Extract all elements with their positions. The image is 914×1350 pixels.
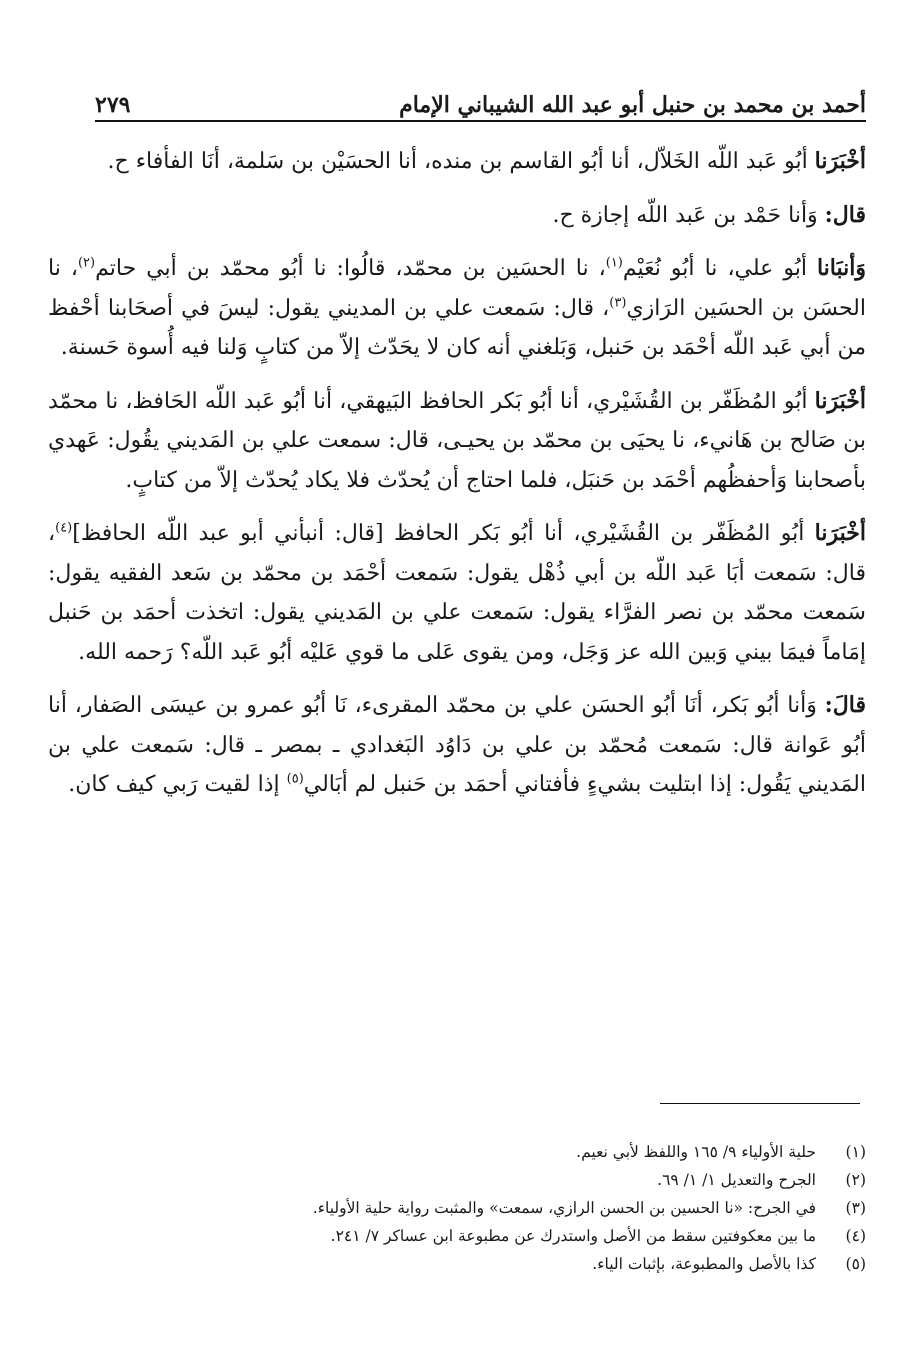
footnote-text: كذا بالأصل والمطبوعة، بإثبات الياء. xyxy=(592,1255,816,1273)
paragraph-text: وَأنا حَمْد بن عَبد اللّه إجازة ح. xyxy=(552,202,825,228)
footnote-ref[interactable]: (٣) xyxy=(609,295,627,311)
footnote xyxy=(48,1194,866,1222)
footnote xyxy=(48,1166,866,1194)
paragraph-1 xyxy=(48,142,866,182)
footnote-rule xyxy=(660,1103,860,1104)
footnotes xyxy=(48,1138,866,1278)
footnote-number: (٣) xyxy=(845,1199,866,1217)
paragraph-text: ، قال: سَمعت علي بن المديني يقول: ليسَ في أصحَابنا أحْفظ من أبي عَبد اللّه أحْمَد بن حَنبل، وَبَلغني أنه كان لا يحَدّث إلاّ من كتابٍ وَلنا فيه أُسوة حَسنة. xyxy=(48,295,866,360)
footnote xyxy=(48,1222,866,1250)
footnote-text: حلية الأولياء ٩/ ١٦٥ واللفظ لأبي نعيم. xyxy=(576,1143,816,1161)
footnote-ref[interactable]: (١) xyxy=(605,255,623,271)
footnote-text: ما بين معكوفتين سقط من الأصل واستدرك عن مطبوعة ابن عساكر ٧/ ٢٤١. xyxy=(330,1227,816,1245)
footnote xyxy=(48,1138,866,1166)
paragraph-lead: قالَ: xyxy=(824,692,866,718)
footnote xyxy=(48,1250,866,1278)
running-header xyxy=(95,82,866,116)
paragraph-lead: أخْبَرَنا xyxy=(814,520,866,546)
footnote-text: الجرح والتعديل ١/ ١/ ٦٩. xyxy=(657,1171,816,1189)
paragraph-text: إذا لقيت رَبي كيف كان. xyxy=(68,772,287,797)
paragraph-text: وَأنا أبُو بَكر، أنَا أبُو الحسَن علي بن محمّد المقرىء، نَا أبُو عمرو بن عيسَى الصَفار، أنا أبُو عَوانة قال: سَمعت مُحمّد بن علي بن دَاوُد البَغدادي ـ بمصر ـ قال: سَمعت علي بن المَديني يَقُول: إذا ابتليت بشيءٍ فأفتاني أحمَد بن حَنبل لم أبَالي xyxy=(48,693,866,797)
footnote-number: (٥) xyxy=(845,1255,866,1273)
paragraph-4 xyxy=(48,382,866,501)
paragraph-text: أبُو علي، نا أبُو نُعَيْم xyxy=(622,256,817,281)
paragraph-5 xyxy=(48,514,866,672)
paragraph-text: أبُو عَبد اللّه الخَلاّل، أنا أبُو القاسم بن منده، أنا الحسَيْن بن سَلمة، أنَا الفأفاء ح. xyxy=(107,149,815,174)
paragraph-text: ، قال: سَمعت أبَا عَبد اللّه بن أبي ذُهْل يقول: سَمعت أحْمَد بن محمّد بن سَعد الفقيه يقول: سَمعت محمّد بن نصر الفرَّاء يقول: سَمعت علي بن المَديني يقول: اتخذت أحمَد بن حَنبل إمَاماً فيمَا بيني وَبين الله عز وَجَل، ومن يقوى عَلى ما قوي عَليْه أبُو عَبد اللّه؟ رَحمه الله. xyxy=(48,521,866,665)
paragraph-2 xyxy=(48,196,866,236)
paragraph-text: ، نا الحسَن بن الحسَين الرَازي xyxy=(48,256,866,321)
paragraph-lead: أخْبَرَنا xyxy=(814,148,866,174)
page-number: ٢٧٩ xyxy=(95,92,131,118)
footnote-number: (١) xyxy=(845,1143,866,1161)
paragraph-text: أبُو المُظَفّر بن القُشَيْري، أنا أبُو بَكر الحافظ البَيهقي، أنا أبُو عَبد اللّه الحَافظ، نا محمّد بن صَالح بن هَانيء، نا يحيَى بن محمّد بن يحيـى، قال: سمعت علي بن المَديني يقُول: عَهدي بأصحابنا وَأحفظُهم أحْمَد بن حَنبَل، فلما احتاج أن يُحدّث فلا يكاد يُحدّث إلاّ من كتابٍ. xyxy=(48,388,866,493)
paragraph-lead: قال: xyxy=(824,201,866,228)
header-title: أحمد بن محمد بن حنبل أبو عبد الله الشيباني الإمام xyxy=(399,92,866,118)
paragraph-6 xyxy=(48,686,866,805)
footnote-text: في الجرح: «نا الحسين بن الحسن الرازي، سمعت» والمثبت رواية حلية الأولياء. xyxy=(312,1199,816,1217)
footnote-number: (٢) xyxy=(845,1171,866,1189)
footnote-ref[interactable]: (٥) xyxy=(286,771,304,787)
paragraph-3 xyxy=(48,249,866,368)
paragraph-lead: وَأنبَانا xyxy=(816,255,866,281)
footnote-ref[interactable]: (٢) xyxy=(77,255,96,271)
header-rule xyxy=(95,120,866,122)
paragraph-lead: أخْبَرَنا xyxy=(814,387,866,414)
main-text xyxy=(48,142,866,819)
footnote-number: (٤) xyxy=(845,1227,866,1245)
paragraph-text: ، نا الحسَين بن محمّد، قالُوا: نا أبُو محمّد بن أبي حاتم xyxy=(95,256,606,281)
paragraph-text: أبُو المُظَفّر بن القُشَيْري، أنا أبُو بَكر الحافظ [قال: أنبأني أبو عبد اللّه الحافظ] xyxy=(72,521,815,546)
footnote-ref[interactable]: (٤) xyxy=(55,520,73,536)
